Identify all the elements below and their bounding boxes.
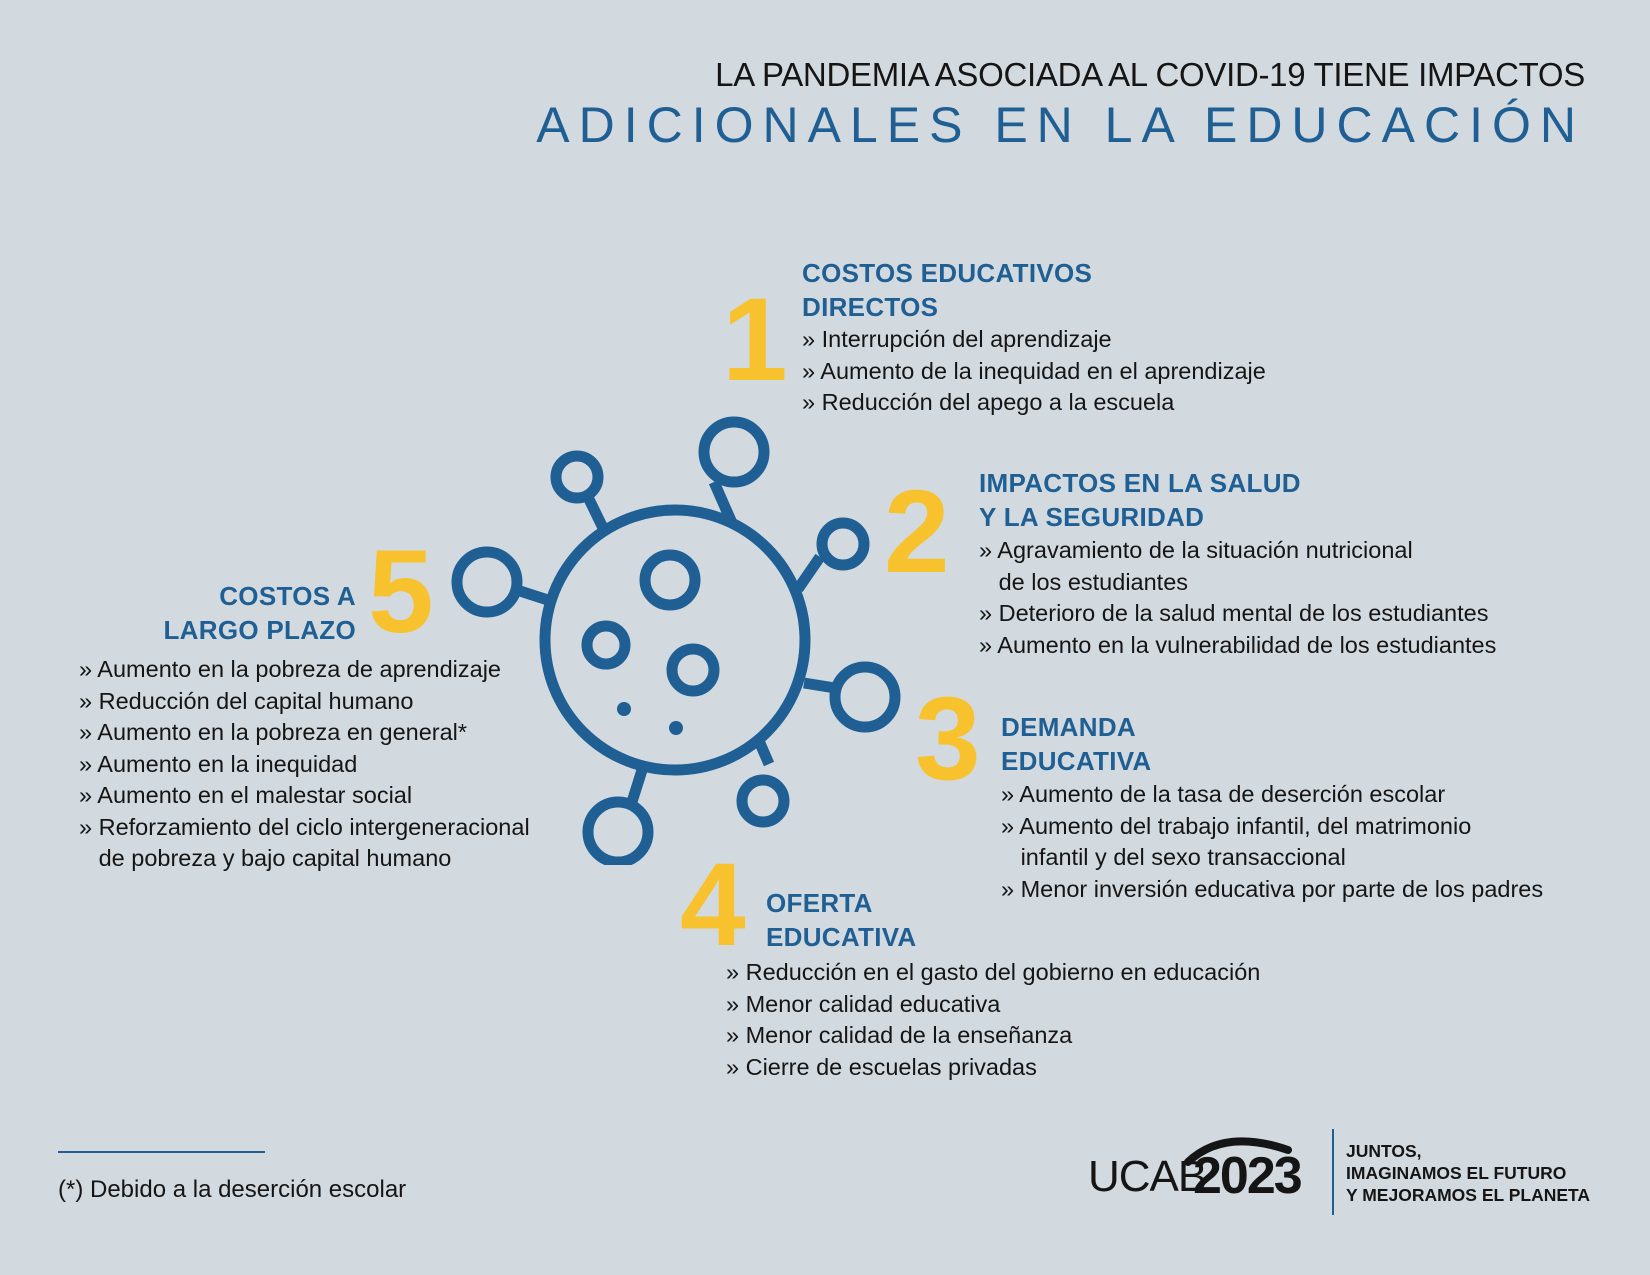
section-1-heading-line: COSTOS EDUCATIVOS [802, 258, 1093, 288]
logo-divider [1332, 1129, 1334, 1215]
list-item: » Aumento en la pobreza en general* [79, 719, 468, 745]
list-item: » Reforzamiento del ciclo intergeneracional [79, 813, 530, 840]
section-5-heading-line: LARGO PLAZO [163, 615, 356, 645]
list-item: » Aumento en la pobreza de aprendizaje [79, 656, 502, 682]
slogan-line: IMAGINAMOS EL FUTURO [1346, 1163, 1567, 1183]
slogan-line: JUNTOS, [1346, 1141, 1422, 1161]
section-2-number: 2 [884, 466, 950, 598]
section-2-heading [979, 466, 1301, 534]
list-item: » Aumento en la inequidad [79, 750, 358, 777]
list-item: » Agravamiento de la situación nutricional [979, 537, 1413, 563]
list-item: » Aumento en el malestar social [79, 782, 413, 808]
list-item: » Aumento de la inequidad en el aprendizaje [802, 357, 1266, 384]
section-2-heading-line: Y LA SEGURIDAD [979, 502, 1205, 532]
list-item: » Reducción en el gasto del gobierno en educación [726, 959, 1261, 985]
list-item: » Interrupción del aprendizaje [802, 326, 1112, 352]
section-3-number: 3 [915, 673, 981, 805]
list-item: » Menor inversión educativa por parte de los padres [1001, 875, 1544, 902]
section-1-heading [802, 256, 1092, 324]
list-item: de los estudiantes [979, 568, 1189, 595]
section-4-heading-line: EDUCATIVA [766, 922, 917, 952]
list-item: » Cierre de escuelas privadas [726, 1053, 1037, 1080]
section-3-heading-line: EDUCATIVA [1001, 746, 1152, 776]
list-item: » Aumento de la tasa de deserción escolar [1001, 781, 1446, 807]
section-3-heading [1001, 710, 1152, 778]
section-4-list [726, 957, 1260, 1083]
list-item: » Menor calidad educativa [726, 990, 1001, 1017]
section-4-number: 4 [680, 839, 746, 971]
section-3-heading-line: DEMANDA [1001, 712, 1136, 742]
section-5-number: 5 [368, 526, 434, 658]
list-item: » Aumento del trabajo infantil, del matrimonio [1001, 812, 1472, 839]
ucab-logo [1088, 1128, 1328, 1208]
section-5-heading [163, 579, 356, 647]
section-3-list [1001, 779, 1543, 905]
footnote-divider [58, 1151, 265, 1153]
logo-year: 2023 [1193, 1147, 1301, 1205]
title-line-1: LA PANDEMIA ASOCIADA AL COVID-19 TIENE IMPACTOS [715, 56, 1585, 93]
section-1-list [802, 324, 1266, 419]
footnote: (*) Debido a la deserción escolar [58, 1176, 407, 1203]
logo-text: UCAB [1088, 1152, 1207, 1201]
list-item: infantil y del sexo transaccional [1001, 844, 1346, 870]
logo-slogan [1346, 1140, 1590, 1206]
list-item: » Reducción del capital humano [79, 687, 414, 714]
section-1-heading-line: DIRECTOS [802, 292, 939, 322]
section-4-heading-line: OFERTA [766, 888, 873, 918]
section-1-number: 1 [722, 274, 788, 406]
slogan-line: Y MEJORAMOS EL PLANETA [1346, 1185, 1591, 1205]
section-5-list [79, 654, 530, 875]
list-item: de pobreza y bajo capital humano [79, 845, 452, 871]
section-2-heading-line: IMPACTOS EN LA SALUD [979, 468, 1301, 498]
section-5-heading-line: COSTOS A [219, 581, 356, 611]
section-2-list [979, 535, 1496, 661]
list-item: » Deterioro de la salud mental de los estudiantes [979, 600, 1489, 626]
title-line-2: ADICIONALES EN LA EDUCACIÓN [536, 97, 1585, 153]
list-item: » Menor calidad de la enseñanza [726, 1022, 1073, 1048]
list-item: » Reducción del apego a la escuela [802, 389, 1175, 415]
list-item: » Aumento en la vulnerabilidad de los estudiantes [979, 631, 1497, 658]
section-4-heading [766, 886, 917, 954]
